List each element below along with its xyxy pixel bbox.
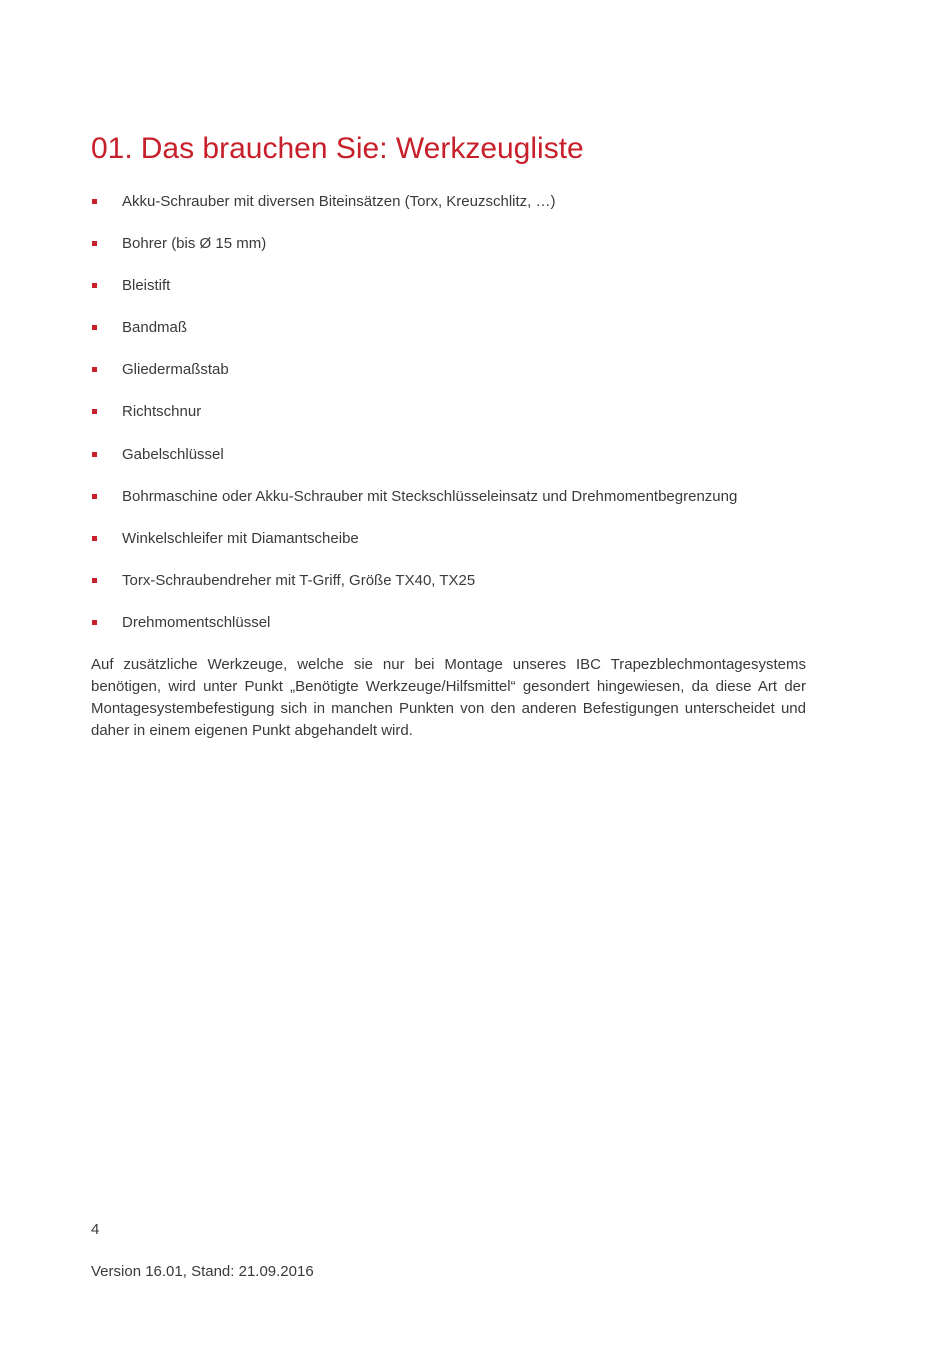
list-item: [91, 233, 737, 275]
square-bullet-icon: [92, 409, 97, 414]
list-item: [91, 486, 737, 528]
square-bullet-icon: [92, 367, 97, 372]
list-item: [91, 191, 737, 233]
square-bullet-icon: [92, 578, 97, 583]
list-item-text: Bohrer (bis Ø 15 mm): [122, 235, 267, 253]
body-paragraph: Auf zusätzliche Werkzeuge, welche sie nur bei Montage unseres IBC Trapezblechmontagesystems benötigen, wird unter Punkt „Benötigte Werkzeuge/Hilfsmittel“ gesondert hingewiesen, da diese Art der Montagesystembefestigung sich in manchen Punkten von den anderen Befestigungen unterscheidet und daher in einem eigenen Punkt abgehandelt wird.: [91, 656, 806, 739]
list-item-text: Richtschnur: [122, 403, 202, 421]
square-bullet-icon: [92, 494, 97, 499]
list-item: [91, 444, 737, 486]
list-item: [91, 359, 737, 401]
list-item-text: Gliedermaßstab: [122, 361, 229, 379]
tool-list: [91, 191, 737, 654]
list-item: [91, 317, 737, 359]
square-bullet-icon: [92, 536, 97, 541]
heading-number: 01.: [91, 132, 133, 165]
square-bullet-icon: [92, 241, 97, 246]
list-item: [91, 528, 737, 570]
square-bullet-icon: [92, 283, 97, 288]
list-item-text: Winkelschleifer mit Diamantscheibe: [122, 529, 359, 547]
square-bullet-icon: [92, 325, 97, 330]
list-item-text: Akku-Schrauber mit diversen Biteinsätzen (Torx, Kreuzschlitz, …): [122, 193, 556, 210]
list-item-text: Drehmomentschlüssel: [122, 613, 271, 631]
square-bullet-icon: [92, 620, 97, 625]
list-item: [91, 275, 737, 317]
list-item-text: Bohrmaschine oder Akku-Schrauber mit Steckschlüsseleinsatz und Drehmomentbegrenzung: [122, 487, 738, 505]
list-item: [91, 612, 737, 654]
list-item-text: Bleistift: [122, 277, 171, 295]
list-item-text: Bandmaß: [122, 319, 188, 337]
square-bullet-icon: [92, 452, 97, 457]
list-item-text: Torx-Schraubendreher mit T-Griff, Größe TX40, TX25: [122, 571, 476, 589]
list-item: [91, 570, 737, 612]
square-bullet-icon: [92, 199, 97, 204]
version-info: Version 16.01, Stand: 21.09.2016: [91, 1263, 314, 1280]
heading-title: Das brauchen Sie: Werkzeugliste: [140, 132, 584, 165]
page-number: 4: [91, 1221, 100, 1238]
list-item-text: Gabelschlüssel: [122, 445, 224, 463]
list-item: [91, 401, 737, 443]
page-heading: [91, 132, 584, 166]
